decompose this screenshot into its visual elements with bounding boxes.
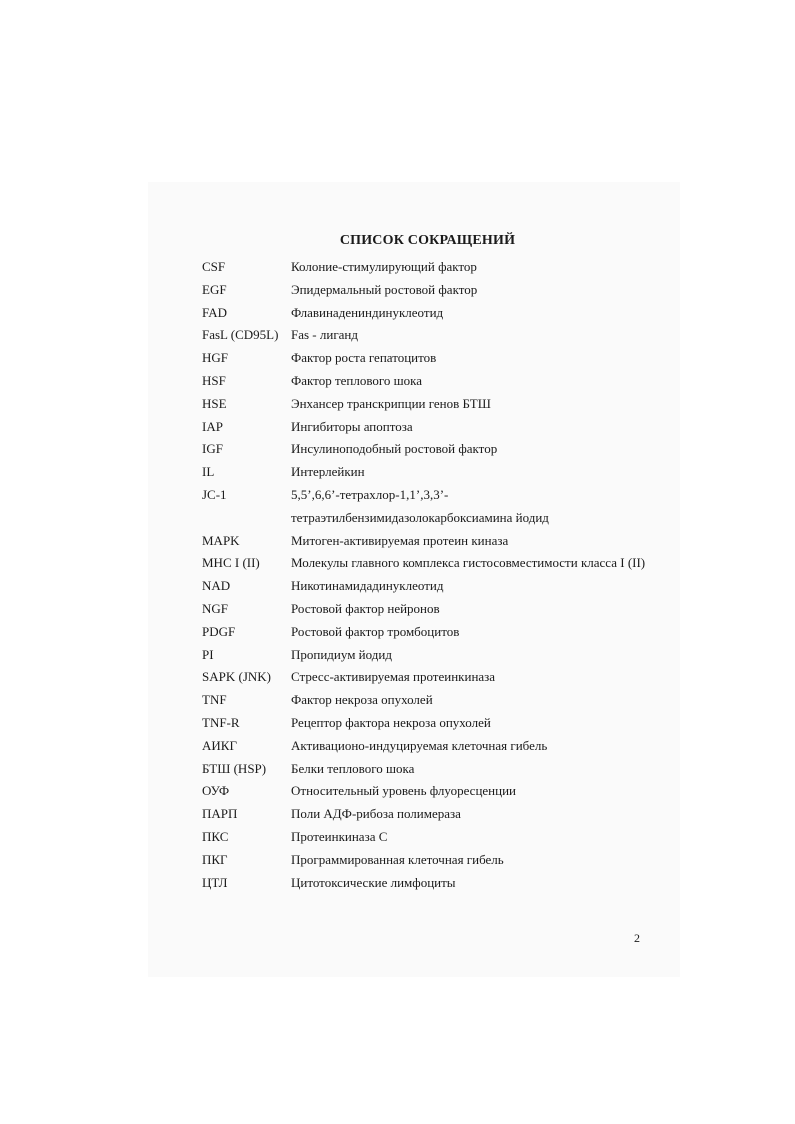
abbreviation: CSF	[202, 259, 226, 274]
abbreviation: TNF-R	[202, 714, 240, 730]
list-item	[202, 484, 662, 530]
page-title: СПИСОК СОКРАЩЕНИЙ	[339, 233, 516, 248]
page-number: 2	[634, 931, 640, 945]
abbreviation: HSF	[202, 372, 226, 388]
abbreviation: JC-1	[202, 486, 227, 502]
list-item	[202, 758, 662, 781]
abbreviation: EGF	[202, 281, 227, 297]
list-item	[202, 644, 662, 667]
list-item	[202, 666, 662, 689]
abbreviation: FasL (CD95L)	[202, 327, 279, 343]
abbreviation: БТШ (HSP)	[202, 760, 267, 776]
abbreviation: АИКГ	[202, 737, 237, 753]
definition: Протеинкиназа С	[291, 828, 388, 844]
list-item	[202, 689, 662, 712]
list-item	[202, 712, 662, 735]
abbreviation: HGF	[202, 350, 229, 366]
list-item	[202, 826, 662, 849]
definition: Флавинадениндинуклеотид	[291, 304, 444, 320]
definition: Программированная клеточная гибель	[291, 851, 504, 867]
list-item	[202, 416, 662, 439]
definition: Фактор роста гепатоцитов	[291, 350, 437, 366]
definition: Fas - лиганд	[291, 327, 359, 343]
abbreviation: ОУФ	[202, 783, 230, 799]
abbreviation: IL	[202, 464, 215, 480]
list-item	[202, 530, 662, 553]
list-item	[202, 872, 662, 895]
definition: Стресс-активируемая протеинкиназа	[291, 669, 496, 685]
list-item	[202, 256, 662, 279]
list-item	[202, 780, 662, 803]
list-item	[202, 552, 662, 575]
definition: Пропидиум йодид	[291, 646, 392, 662]
abbreviation: SAPK (JNK)	[202, 669, 271, 685]
abbreviation: MAPK	[202, 532, 240, 548]
list-item	[202, 393, 662, 416]
list-item	[202, 735, 662, 758]
list-item	[202, 347, 662, 370]
abbreviation: IAP	[202, 418, 223, 434]
abbreviation: ПКС	[202, 828, 229, 844]
abbreviation: ПКГ	[202, 851, 228, 867]
definition: Молекулы главного комплекса гистосовместимости класса I (II)	[291, 555, 646, 571]
abbreviation: TNF	[202, 692, 227, 708]
list-item	[202, 598, 662, 621]
definition: Ростовой фактор тромбоцитов	[291, 623, 460, 639]
abbreviation: HSE	[202, 395, 227, 411]
abbreviation: IGF	[202, 441, 223, 457]
abbreviation: ЦТЛ	[202, 874, 228, 890]
abbreviation: NAD	[202, 578, 231, 594]
definition: Фактор теплового шока	[291, 372, 423, 388]
definition: Энхансер транскрипции генов БТШ	[291, 395, 491, 411]
definition: Белки теплового шока	[291, 760, 415, 776]
definition: Рецептор фактора некроза опухолей	[291, 714, 491, 730]
list-item	[202, 279, 662, 302]
list-item	[202, 302, 662, 325]
abbreviation: FAD	[202, 304, 228, 320]
abbreviation-list	[202, 256, 662, 894]
definition: Цитотоксические лимфоциты	[291, 874, 456, 890]
list-item	[202, 621, 662, 644]
list-item	[202, 575, 662, 598]
definition: Фактор некроза опухолей	[291, 692, 433, 708]
definition: Относительный уровень флуоресценции	[291, 783, 516, 799]
definition: Ростовой фактор нейронов	[291, 600, 440, 616]
abbreviation: MHC I (II)	[202, 555, 260, 571]
list-item	[202, 849, 662, 872]
list-item	[202, 803, 662, 826]
definition: Никотинамидадинуклеотид	[291, 578, 444, 594]
list-item	[202, 461, 662, 484]
definition: Ингибиторы апоптоза	[291, 418, 413, 434]
definition: Активационо-индуцируемая клеточная гибель	[291, 737, 548, 753]
definition: Колоние-стимулирующий фактор	[291, 259, 477, 274]
abbreviation: PI	[202, 646, 214, 662]
definition: 5,5’,6,6’-тетрахлор-1,1’,3,3’-тетраэтилбензимидазолокарбоксиамина йодид	[291, 486, 549, 525]
abbreviation: NGF	[202, 600, 229, 616]
definition: Интерлейкин	[291, 464, 365, 480]
definition: Эпидермальный ростовой фактор	[291, 281, 478, 297]
definition: Митоген-активируемая протеин киназа	[291, 532, 509, 548]
list-item	[202, 324, 662, 347]
abbreviation: PDGF	[202, 623, 236, 639]
list-item	[202, 438, 662, 461]
definition: Поли АДФ-рибоза полимераза	[291, 806, 461, 822]
definition: Инсулиноподобный ростовой фактор	[291, 441, 498, 457]
list-item	[202, 370, 662, 393]
abbreviation: ПАРП	[202, 806, 238, 822]
